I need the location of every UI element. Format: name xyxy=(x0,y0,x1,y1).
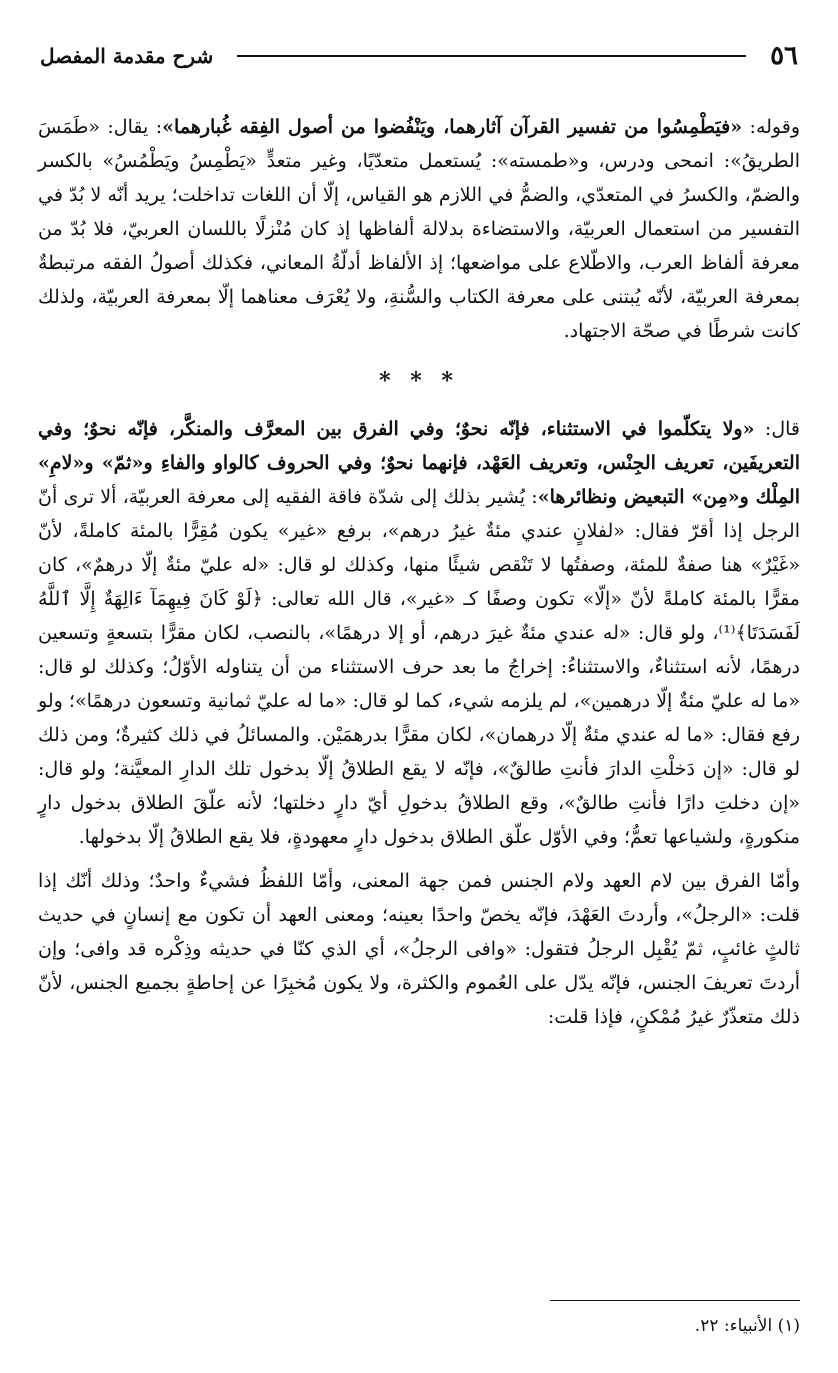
paragraph-2-text: : يُشير بذلك إلى شدّة فاقة الفقيه إلى معرفة العربيّة، ألا ترى أنّ الرجل إذا أقرّ فقال: «لفلانٍ عندي مئةٌ غيرُ درهم»، برفع «غير» يكون مُقِرًّا بالمئة كاملةً، لأنّ «غَيْرٌ» هنا صفةٌ للمئة، وصفتُها لا تَنْقص شيئًا منها، وكذلك لو قال: «له عليّ مئةٌ إلّا درهمٌ»، كان مقرًّا بالمئة كاملةً لأنّ «إلّا» تكون وصفًا كـ «غير»، قال الله تعالى: ﴿لَوْ كَانَ فِيهِمَآ ءَالِهَةٌ إِلَّا ٱللَّهُ لَفَسَدَتَا﴾⁽¹⁾، ولو قال: «له عندي مئةٌ غيرَ درهم، أو إلا درهمًا»، بالنصب، لكان مقرًّا بتسعةٍ وتسعين درهمًا، لأنه استثناءٌ، والاستثناءُ: إخراجُ ما بعد حرف الاستثناء من أن يتناوله الأوّلُ؛ وكذلك لو قال: «ما له عليّ مئةٌ إلّا درهمين»، لم يلزمه شيء، كما لو قال: «ما له عليّ ثمانية وتسعون درهمًا»؛ ولو رفع فقال: «ما له عندي مئةٌ إلّا درهمان»، لكان مقرًّا بدرهمَيْن. والمسائلُ في ذلك كثيرةٌ؛ ومن ذلك لو قال: «إن دَخلْتِ الدارَ فأنتِ طالقٌ»، فإنّه لا يقع الطلاقُ إلّا بدخول تلك الدارِ المعيَّنة؛ ولو قال: «إن دخلتِ دارًا فأنتِ طالقٌ»، وقع الطلاقُ بدخولِ أيّ دارٍ دخلتها؛ لأنه علّقَ الطلاق بدخول دارٍ منكورةٍ، ولشياعها تعمُّ؛ وفي الأوّل علّق الطلاق بدخول دارٍ معهودةٍ، فلا يقع الطلاقُ إلّا بدخولها. xyxy=(38,486,801,848)
paragraph-2 xyxy=(38,412,800,854)
paragraph-1 xyxy=(38,110,800,348)
page-header xyxy=(40,36,798,76)
paragraph-1-text: يقال: «طَمَسَ الطريقُ»: انمحى ودرس، و«طمسته»: يُستعمل متعدّيًا، وغير متعدٍّ «يَطْمِسُ ويَطْمُسُ» بالكسر والضمّ، والكسرُ في المتعدّي، والضمُّ في اللازم هو القياس، إلّا أن اللغات تداخلت؛ يريد أنّه لا بُدّ في التفسير من استعمال العربيّة، والاستضاءة بدلالة ألفاظها إذ كان مُنْزلًا باللسان العربيّ، فلا بُدّ من معرفة ألفاظ العرب، والاطّلاع على مواضعها؛ إذ الألفاظ أدلّةُ المعاني، فكذلك أصولُ الفقه مرتبطةٌ بمعرفة العربيّة، لأنّه يُبتنى على معرفة الكتاب والسُّنةِ، ولا يُعْرَف معناهما إلّا بمعرفة العربيّة، ولذلك كانت شرطًا في صحّة الاجتهاد. xyxy=(38,116,800,342)
paragraph-2-intro: قال: xyxy=(754,418,800,440)
page-body xyxy=(38,110,800,1034)
section-separator: * * * xyxy=(379,368,459,394)
paragraph-3 xyxy=(38,864,800,1034)
paragraph-2-quote: «ولا يتكلّموا في الاستثناء، فإنّه نحوٌ؛ وفي الفرق بين المعرَّف والمنكَّر، فإنّه نحوٌ؛ وفي التعريفَين، تعريف الجِنْس، وتعريف العَهْد، فإنهما نحوٌ؛ وفي الحروف كالواو والفاءِ و«ثمّ» و«لامِ» المِلْك و«مِن» التبعيض ونظائرها» xyxy=(38,418,800,508)
paragraph-1-colon: : xyxy=(155,116,163,138)
paragraph-1-intro: وقوله: xyxy=(742,116,800,138)
page-number: ٥٦ xyxy=(770,41,798,71)
paragraph-1-quote: «فيَطْمِسُوا من تفسير القرآن آثارهما، ويَنْفُضوا من أصول الفِقه غُبارهما» xyxy=(162,116,743,138)
paragraph-3-text: وأمّا الفرق بين لام العهد ولام الجنس فمن جهة المعنى، وأمّا اللفظُ فشيءٌ واحدٌ؛ وذلك أنّك إذا قلت: «الرجلُ»، وأردتَ العَهْدَ، فإنّه يخصّ واحدًا بعينه؛ ومعنى العهد أن تكون مع إنسانٍ في حديث ثالثٍ غائبٍ، ثمّ يُقْبِل الرجلُ فتقول: «وافى الرجلُ»، أي الذي كنّا في حديثه وذِكْره قد وافى؛ وإن أردتَ تعريفَ الجنس، فإنّه يدّل على العُموم والكثرة، ولا يكون مُخبِرًا عن إحاطةٍ بجميع الجنس، لأنّ ذلك متعذّرٌ غيرُ مُمْكنٍ، فإذا قلت: xyxy=(38,870,800,1028)
footnote: (١) الأنبياء: ٢٢. xyxy=(694,1316,800,1336)
header-rule xyxy=(237,55,746,57)
footnote-rule xyxy=(550,1300,800,1301)
running-title: شرح مقدمة المفصل xyxy=(40,44,214,68)
